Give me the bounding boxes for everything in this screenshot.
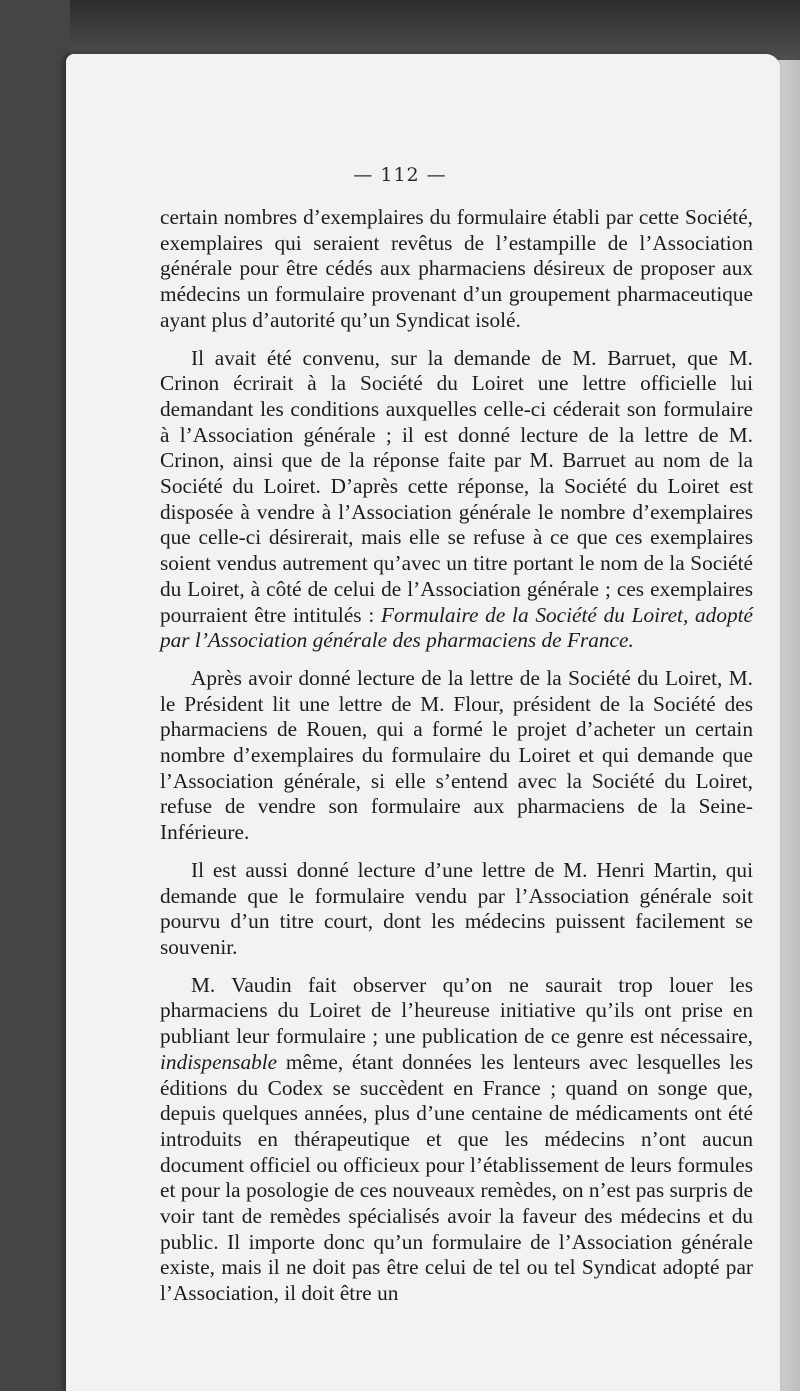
paragraph-1: certain nombres d’exemplaires du formulaire établi par cette Société, exemplaires qui seraient revêtus de l’estampille de l’Association générale pour être cédés aux pharmaciens désireux de proposer aux médecins un formulaire provenant d’un groupement pharmaceutique ayant plus d’autorité qu’un Syndicat isolé. (160, 205, 753, 332)
paragraph-2-text: Il avait été convenu, sur la demande de M. Barruet, que M. Crinon écrirait à la Société du Loiret une lettre officielle lui demandant les conditions auxquelles celle-ci céderait son formulaire à l’Association générale ; il est donné lecture de la lettre de M. Crinon, ainsi que de la réponse faite par M. Barruet au nom de la Société du Loiret. D’après cette réponse, la Société du Loiret est disposée à vendre à l’Association générale le nombre d’exemplaires que celle-ci désirerait, mais elle se refuse à ce que ces exemplaires soient vendus autrement qu’avec un titre portant le nom de la Société du Loiret, à côté de celui de l’Association générale ; ces exemplaires pourraient être intitulés : (160, 345, 753, 627)
paragraph-5 (160, 973, 753, 1307)
paragraph-5-text-end: même, étant données les lenteurs avec lesquelles les éditions du Codex se succèdent en France ; quand on songe que, depuis quelques années, plus d’une centaine de médicaments ont été introduits en thérapeutique et que les médecins n’ont aucun document officiel ou officieux pour l’établissement de leurs formules et pour la posologie de ces nouveaux remèdes, on n’est pas surpris de voir tant de remèdes spécialisés avoir la faveur des médecins et du public. Il importe donc qu’un formulaire de l’Association générale existe, mais il ne doit pas être celui de tel ou tel Syndicat adopté par l’Association, il doit être un (160, 1049, 753, 1306)
page-number: — 112 — (353, 164, 447, 186)
formulaire-title-italic: Formulaire de la Société du Loiret, adopté par l’Association générale des pharmaciens de France. (160, 602, 753, 653)
indispensable-italic: indispensable (160, 1049, 278, 1074)
body-text (160, 205, 753, 1307)
paragraph-3: Après avoir donné lecture de la lettre de la Société du Loiret, M. le Président lit une lettre de M. Flour, président de la Société des pharmaciens de Rouen, qui a formé le projet d’acheter un certain nombre d’exemplaires du formulaire du Loiret et qui demande que l’Association générale, si elle s’entend avec la Société du Loiret, refuse de vendre son formulaire aux pharmaciens de la Seine-Inférieure. (160, 665, 753, 845)
paragraph-4: Il est aussi donné lecture d’une lettre de M. Henri Martin, qui demande que le formulaire vendu par l’Association générale soit pourvu d’un titre court, dont les médecins puissent facilement se souvenir. (160, 857, 753, 959)
paragraph-5-text-start: M. Vaudin fait observer qu’on ne saurait trop louer les pharmaciens du Loiret de l’heureuse initiative qu’ils ont prise en publiant leur formulaire ; une publication de ce genre est nécessaire, (160, 972, 753, 1049)
paragraph-2 (160, 346, 753, 654)
scan-backdrop-left (0, 0, 70, 1391)
